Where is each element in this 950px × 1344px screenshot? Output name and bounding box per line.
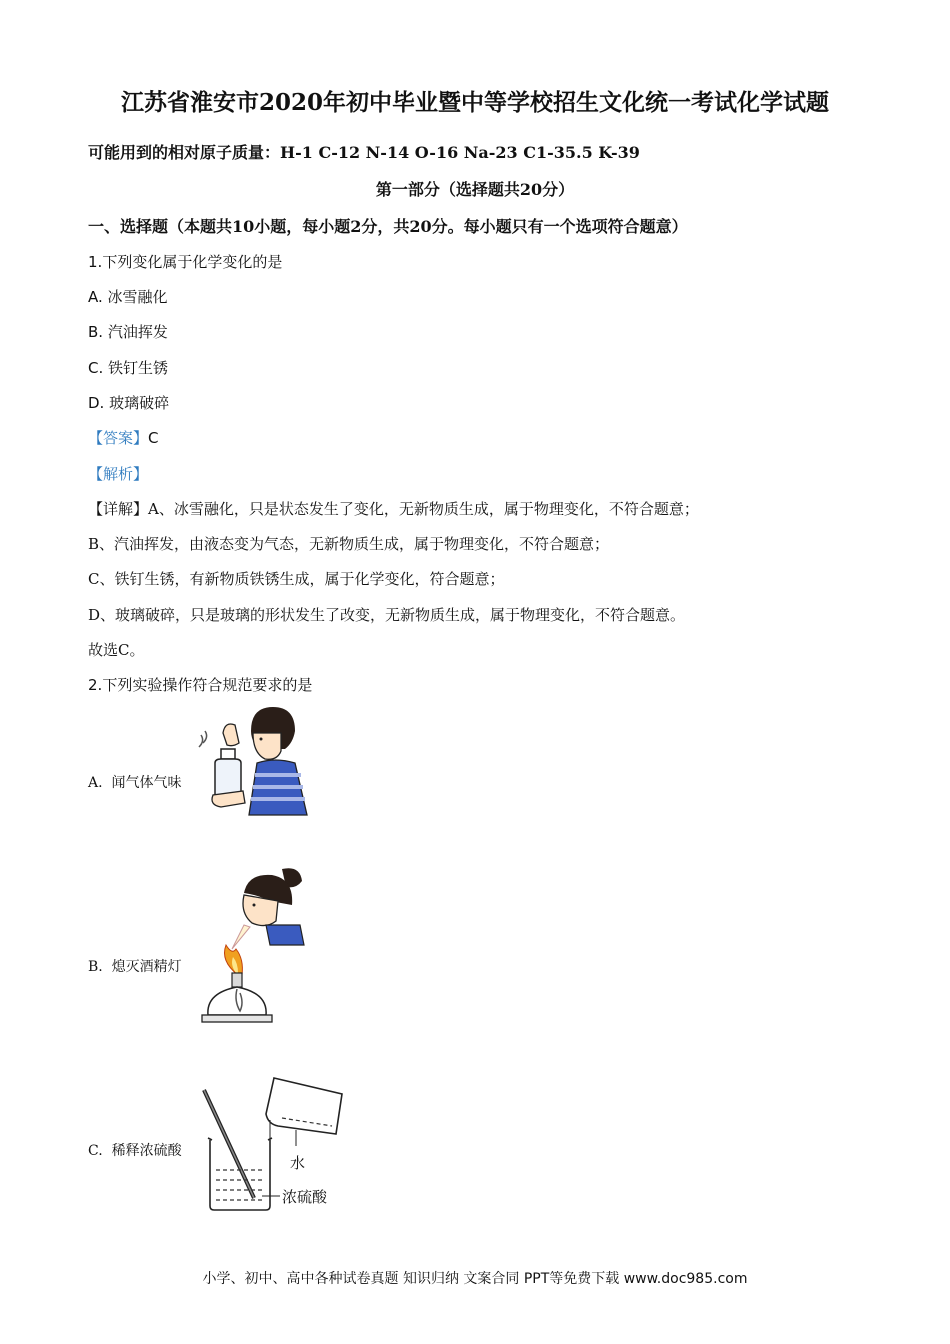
q2-number: 2. [88, 676, 103, 694]
q1-explanation-b: B、汽油挥发，由液态变为气态，无新物质生成，属于物理变化，不符合题意； [88, 535, 610, 553]
analysis-tag: 【解析】 [88, 465, 149, 483]
q2-option-c: C. 稀释浓硫酸 [88, 1143, 182, 1159]
atomic-masses: 可能用到的相对原子质量：H-1 C-12 N-14 O-16 Na-23 C1-35.5 K-39 [88, 143, 640, 162]
q2-option-a: A. 闻气体气味 [88, 775, 182, 791]
label-acid: 浓硫酸 [282, 1188, 328, 1206]
q1-explanation-c: C、铁钉生锈，有新物质铁锈生成，属于化学变化，符合题意； [88, 570, 505, 588]
figure-dilute-acid [196, 1070, 356, 1215]
q1-option-b: B. 汽油挥发 [88, 323, 168, 341]
q2-option-b: B. 熄灭酒精灯 [88, 959, 182, 975]
page-footer: 小学、初中、高中各种试卷真题 知识归纳 文案合同 PPT等免费下载 www.doc985.com [202, 1271, 748, 1287]
answer-tag: 【答案】 [88, 429, 149, 447]
answer-value: C [148, 429, 159, 447]
q2-stem [88, 674, 312, 695]
q1-stem [88, 251, 282, 272]
section-heading: 一、选择题（本题共10小题，每小题2分，共20分。每小题只有一个选项符合题意） [88, 217, 688, 236]
q1-explanation-d: D、玻璃破碎，只是玻璃的形状发生了改变，无新物质生成，属于物理变化，不符合题意。 [88, 606, 686, 624]
q1-option-d: D. 玻璃破碎 [88, 394, 170, 412]
q1-number: 1. [88, 253, 103, 271]
figure-alcohol-lamp [200, 865, 310, 1030]
q1-answer [88, 427, 159, 448]
q1-option-c: C. 铁钉生锈 [88, 359, 169, 377]
q1-conclusion: 故选C。 [88, 641, 145, 659]
q2-stem-text: 下列实验操作符合规范要求的是 [102, 676, 313, 694]
figure-smell-gas [195, 703, 320, 821]
q1-option-a: A. 冰雪融化 [88, 288, 168, 306]
detail-tag: 【详解】 [88, 500, 149, 518]
q1-explanation-a: 【详解】A、冰雪融化，只是状态发生了变化，无新物质生成，属于物理变化，不符合题意； [88, 500, 699, 518]
q1-stem-text: 下列变化属于化学变化的是 [102, 253, 283, 271]
part-heading: 第一部分（选择题共20分） [375, 180, 575, 199]
label-water: 水 [290, 1154, 306, 1172]
exam-title: 江苏省淮安市2020年初中毕业暨中等学校招生文化统一考试化学试题 [120, 89, 829, 116]
